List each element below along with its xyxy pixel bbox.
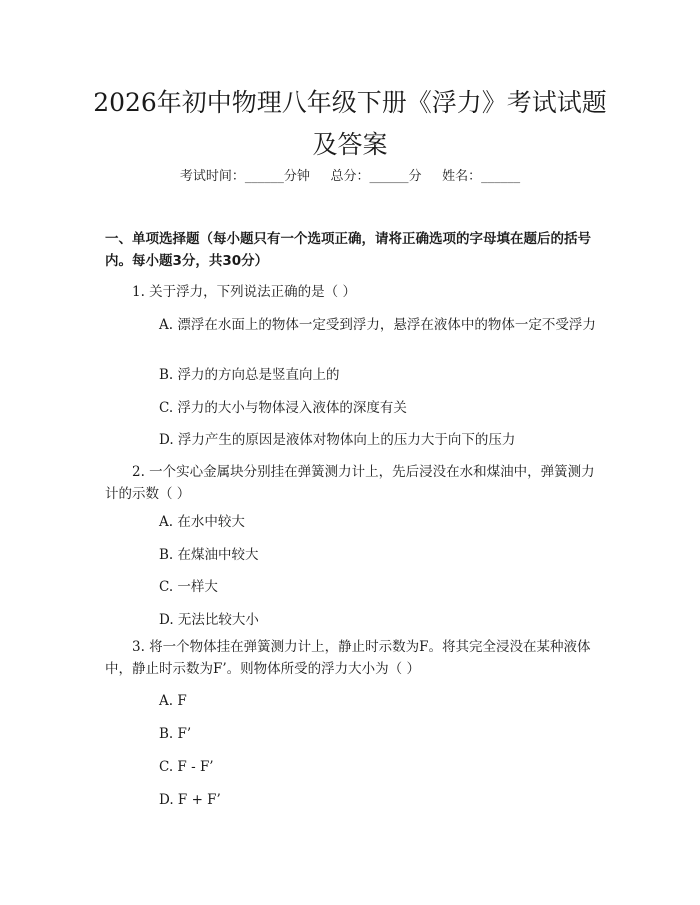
question-1-stem: 1. 关于浮力，下列说法正确的是（ ） [132, 284, 356, 300]
question-1-option-c: C. 浮力的大小与物体浸入液体的深度有关 [159, 400, 407, 416]
question-3-option-d: D. F + F’ [159, 792, 221, 808]
exam-title: 2026年初中物理八年级下册《浮力》考试试题及答案 [93, 88, 607, 159]
question-2-option-a: A. 在水中较大 [159, 514, 245, 530]
question-3-option-a: A. F [159, 693, 187, 709]
question-3-option-b: B. F’ [159, 726, 192, 742]
question-1-option-d: D. 浮力产生的原因是液体对物体向上的压力大于向下的压力 [159, 432, 516, 448]
question-2-option-c: C. 一样大 [159, 579, 218, 595]
exam-meta-line: 考试时间：______分钟 总分：______分 姓名：______ [179, 169, 521, 184]
section-heading: 一、单项选择题（每小题只有一个选项正确，请将正确选项的字母填在题后的括号内。每小题3分，共30分） [105, 231, 591, 269]
question-3-stem: 3. 将一个物体挂在弹簧测力计上，静止时示数为F。将其完全浸没在某种液体中，静止时示数为F’。则物体所受的浮力大小为（ ） [105, 639, 591, 677]
question-2-option-b: B. 在煤油中较大 [159, 547, 259, 563]
question-1-option-a: A. 漂浮在水面上的物体一定受到浮力，悬浮在液体中的物体一定不受浮力 [159, 317, 596, 333]
question-1-option-b: B. 浮力的方向总是竖直向上的 [159, 367, 340, 383]
question-3-option-c: C. F - F’ [159, 759, 214, 775]
question-2-stem: 2. 一个实心金属块分别挂在弹簧测力计上，先后浸没在水和煤油中，弹簧测力计的示数（ ） [105, 464, 595, 502]
question-2-option-d: D. 无法比较大小 [159, 612, 259, 628]
